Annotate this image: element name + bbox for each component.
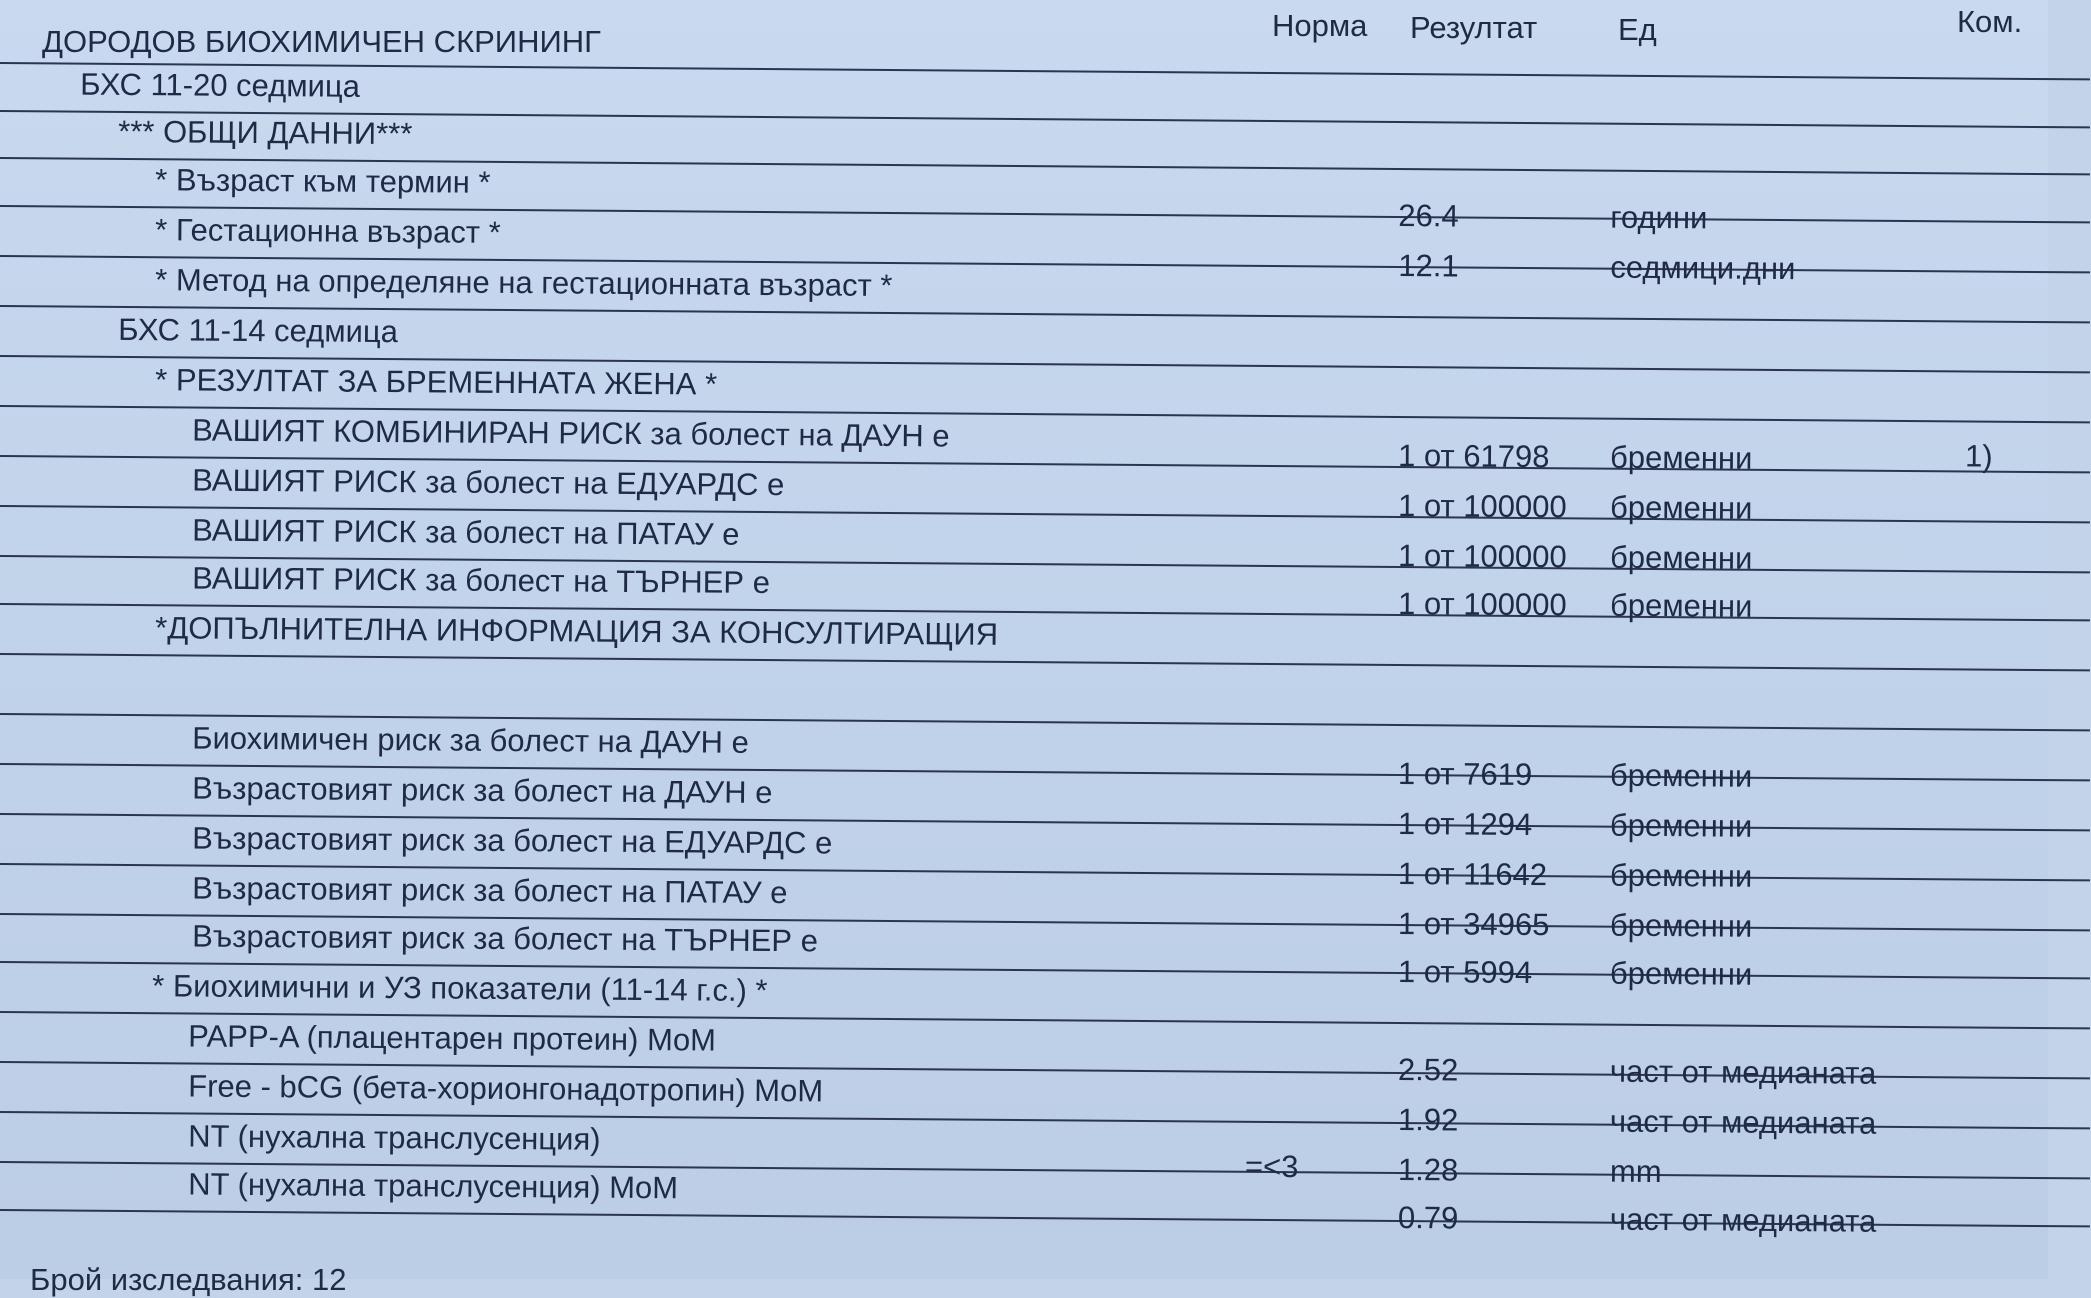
row-result: 1 от 11642: [1397, 855, 1548, 893]
row-result: 1 от 100000: [1397, 585, 1567, 623]
row-label: NT (нухална транслусенция) MoM: [188, 1166, 679, 1206]
row-result: 1.28: [1397, 1151, 1459, 1188]
column-header-norm: Норма: [1272, 8, 1368, 43]
row-unit: бременни: [1609, 807, 1753, 844]
row-unit: седмици.дни: [1610, 249, 1796, 287]
row-unit: бременни: [1609, 489, 1753, 526]
row-result: 1.92: [1397, 1101, 1459, 1138]
column-header-unit: Ед: [1618, 12, 1657, 47]
row-result: 2.52: [1397, 1051, 1459, 1088]
row-unit: част от медианата: [1609, 1201, 1877, 1239]
row-unit: mm: [1609, 1153, 1662, 1190]
row-label: ВАШИЯТ РИСК за болест на ТЪРНЕР е: [192, 560, 771, 601]
row-label: *ДОПЪЛНИТЕЛНА ИНФОРМАЦИЯ ЗА КОНСУЛТИРАЩИЯ: [155, 610, 999, 652]
row-label: ВАШИЯТ КОМБИНИРАН РИСК за болест на ДАУН е: [192, 412, 950, 454]
column-header-result: Резултат: [1410, 10, 1538, 45]
row-unit: бременни: [1609, 757, 1753, 794]
row-label: * Биохимични и УЗ показатели (11-14 г.с.) *: [152, 968, 768, 1009]
row-label: Възрастовият риск за болест на ТЪРНЕР е: [192, 918, 819, 959]
row-unit: бременни: [1609, 539, 1753, 576]
row-unit: бременни: [1609, 587, 1753, 624]
row-label: Възрастовият риск за болест на ЕДУАРДС е: [192, 820, 833, 861]
row-label: БХС 11-20 седмица: [80, 66, 361, 104]
row-label: * Възраст към термин *: [155, 162, 491, 200]
row-result: 1 от 5994: [1397, 953, 1533, 991]
row-norm: =<3: [1244, 1148, 1299, 1185]
row-label: Биохимичен риск за болест на ДАУН е: [192, 720, 749, 760]
column-header-comment: Ком.: [1957, 4, 2023, 39]
footer-text: Брой изследвания: 12: [30, 1262, 347, 1297]
row-result: 1 от 100000: [1397, 537, 1567, 575]
row-label: БХС 11-14 седмица: [118, 311, 399, 350]
row-unit: бременни: [1609, 955, 1753, 992]
row-label: PAPP-A (плацентарен протеин) MoM: [188, 1018, 717, 1058]
row-label: *** ОБЩИ ДАННИ***: [118, 113, 413, 152]
row-unit: бременни: [1609, 907, 1753, 944]
row-result: 26.4: [1398, 197, 1459, 234]
row-unit: част от медианата: [1609, 1103, 1877, 1141]
row-result: 0.79: [1397, 1199, 1459, 1236]
row-label: * Метод на определяне на гестационната възраст *: [155, 262, 893, 304]
row-unit: бременни: [1609, 439, 1753, 476]
row-unit: бременни: [1609, 857, 1753, 894]
row-label: NT (нухална транслусенция): [188, 1118, 601, 1157]
row-result: 1 от 61798: [1397, 437, 1550, 475]
row-label: Free - bCG (бета-хорионгонадотропин) MoM: [188, 1068, 824, 1109]
row-label: Възрастовият риск за болест на ПАТАУ е: [192, 870, 788, 911]
row-label: ВАШИЯТ РИСК за болест на ЕДУАРДС е: [192, 462, 785, 503]
row-label: ВАШИЯТ РИСК за болест на ПАТАУ е: [192, 512, 740, 552]
row-result: 1 от 1294: [1397, 805, 1533, 843]
row-unit: години: [1610, 199, 1708, 236]
row-label: * РЕЗУЛТАТ ЗА БРЕМЕННАТА ЖЕНА *: [155, 362, 718, 402]
row-result: 1 от 34965: [1397, 905, 1550, 943]
row-result: 1 от 100000: [1397, 487, 1567, 525]
row-unit: част от медианата: [1609, 1053, 1877, 1091]
row-label: * Гестационна възраст *: [155, 212, 501, 250]
row-label: Възрастовият риск за болест на ДАУН е: [192, 770, 773, 811]
row-result: 1 от 7619: [1397, 755, 1533, 793]
report-title: ДОРОДОВ БИОХИМИЧЕН СКРИНИНГ: [42, 24, 601, 59]
row-result: 12.1: [1398, 247, 1459, 284]
row-comment: 1): [1964, 438, 1993, 474]
